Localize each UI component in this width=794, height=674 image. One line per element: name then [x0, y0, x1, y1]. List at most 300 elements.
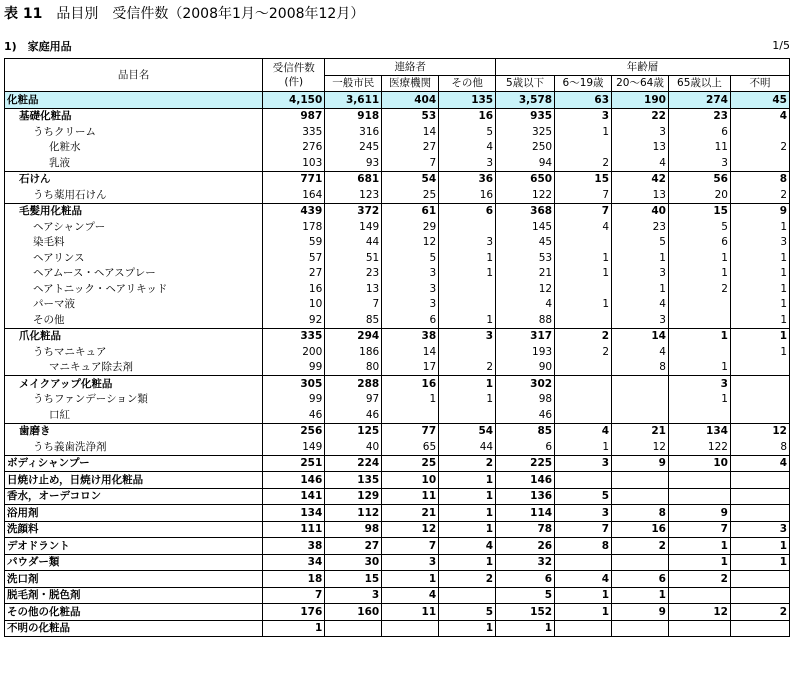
item-name-cell: 洗顔料: [5, 521, 263, 538]
value-cell: [612, 407, 669, 423]
value-cell: 99: [263, 360, 325, 376]
value-cell: 3,578: [496, 92, 555, 109]
header-contact-group: 連絡者: [325, 59, 496, 76]
value-cell: 7: [555, 521, 612, 538]
value-cell: 57: [263, 250, 325, 266]
item-name-cell: デオドラント: [5, 538, 263, 555]
value-cell: 288: [325, 376, 382, 392]
value-cell: 44: [439, 439, 496, 455]
value-cell: [668, 407, 730, 423]
value-cell: 16: [612, 521, 669, 538]
table-row: [5, 392, 790, 408]
value-cell: 141: [263, 488, 325, 505]
value-cell: 21: [612, 423, 669, 439]
value-cell: 1: [555, 439, 612, 455]
value-cell: 4: [555, 219, 612, 235]
table-row: [5, 360, 790, 376]
value-cell: [668, 472, 730, 489]
value-cell: 26: [496, 538, 555, 555]
value-cell: 59: [263, 235, 325, 251]
value-cell: [555, 554, 612, 571]
value-cell: [612, 554, 669, 571]
value-cell: 122: [668, 439, 730, 455]
value-cell: 21: [382, 505, 439, 522]
value-cell: 88: [496, 312, 555, 328]
value-cell: 335: [263, 328, 325, 344]
table-row: [5, 455, 790, 472]
value-cell: 186: [325, 344, 382, 360]
value-cell: 305: [263, 376, 325, 392]
value-cell: 190: [612, 92, 669, 109]
value-cell: 29: [382, 219, 439, 235]
value-cell: [439, 281, 496, 297]
value-cell: 4,150: [263, 92, 325, 109]
value-cell: 10: [263, 297, 325, 313]
value-cell: 1: [382, 571, 439, 588]
value-cell: 2: [439, 571, 496, 588]
value-cell: 2: [668, 281, 730, 297]
value-cell: 9: [668, 505, 730, 522]
value-cell: 1: [439, 554, 496, 571]
value-cell: 4: [439, 140, 496, 156]
value-cell: 325: [496, 124, 555, 140]
item-name-cell: その他: [5, 312, 263, 328]
value-cell: 30: [325, 554, 382, 571]
value-cell: 335: [263, 124, 325, 140]
value-cell: [730, 360, 789, 376]
value-cell: 4: [730, 455, 789, 472]
value-cell: [668, 587, 730, 604]
value-cell: 4: [555, 423, 612, 439]
item-name-cell: ヘアシャンプー: [5, 219, 263, 235]
value-cell: 145: [496, 219, 555, 235]
value-cell: 7: [382, 155, 439, 171]
value-cell: [612, 376, 669, 392]
value-cell: 112: [325, 505, 382, 522]
header-age-20-64: 20～64歳: [612, 75, 669, 92]
value-cell: 98: [325, 521, 382, 538]
value-cell: 14: [612, 328, 669, 344]
value-cell: 12: [382, 521, 439, 538]
value-cell: 40: [325, 439, 382, 455]
item-name-cell: 基礎化粧品: [5, 108, 263, 124]
value-cell: 23: [612, 219, 669, 235]
header-age-group: 年齢層: [496, 59, 790, 76]
item-name-cell: ボディシャンプー: [5, 455, 263, 472]
value-cell: 63: [555, 92, 612, 109]
table-row: [5, 538, 790, 555]
value-cell: 9: [612, 604, 669, 621]
value-cell: 135: [325, 472, 382, 489]
value-cell: 77: [382, 423, 439, 439]
value-cell: [730, 571, 789, 588]
table-row: [5, 505, 790, 522]
value-cell: [555, 360, 612, 376]
value-cell: 2: [439, 455, 496, 472]
value-cell: 935: [496, 108, 555, 124]
header-item-name: 品目名: [5, 59, 263, 92]
value-cell: 3: [730, 521, 789, 538]
value-cell: 13: [325, 281, 382, 297]
value-cell: [555, 376, 612, 392]
value-cell: 245: [325, 140, 382, 156]
value-cell: 11: [382, 604, 439, 621]
value-cell: 27: [382, 140, 439, 156]
value-cell: 3: [555, 108, 612, 124]
value-cell: 3,611: [325, 92, 382, 109]
value-cell: 176: [263, 604, 325, 621]
value-cell: [730, 587, 789, 604]
value-cell: 178: [263, 219, 325, 235]
table-row: [5, 281, 790, 297]
value-cell: 1: [496, 620, 555, 637]
table-row: [5, 472, 790, 489]
value-cell: 23: [325, 266, 382, 282]
value-cell: 2: [668, 571, 730, 588]
value-cell: 1: [730, 344, 789, 360]
value-cell: 8: [555, 538, 612, 555]
value-cell: 98: [496, 392, 555, 408]
value-cell: 22: [612, 108, 669, 124]
value-cell: [555, 472, 612, 489]
value-cell: [439, 297, 496, 313]
value-cell: 404: [382, 92, 439, 109]
value-cell: 135: [439, 92, 496, 109]
item-name-cell: うち薬用石けん: [5, 187, 263, 203]
value-cell: 256: [263, 423, 325, 439]
value-cell: 44: [325, 235, 382, 251]
value-cell: 61: [382, 203, 439, 219]
table-row: [5, 219, 790, 235]
value-cell: 93: [325, 155, 382, 171]
value-cell: 32: [496, 554, 555, 571]
value-cell: 1: [668, 538, 730, 555]
value-cell: 1: [439, 312, 496, 328]
value-cell: 1: [668, 554, 730, 571]
item-name-cell: ヘアトニック・ヘアリキッド: [5, 281, 263, 297]
value-cell: 3: [555, 455, 612, 472]
value-cell: [555, 140, 612, 156]
value-cell: 2: [555, 328, 612, 344]
value-cell: 5: [668, 219, 730, 235]
header-contact-medical: 医療機関: [382, 75, 439, 92]
value-cell: 13: [612, 140, 669, 156]
value-cell: 4: [382, 587, 439, 604]
table-row: [5, 439, 790, 455]
table-row: [5, 312, 790, 328]
value-cell: 6: [668, 235, 730, 251]
value-cell: 15: [668, 203, 730, 219]
value-cell: 46: [263, 407, 325, 423]
value-cell: 3: [439, 155, 496, 171]
value-cell: 5: [555, 488, 612, 505]
value-cell: 80: [325, 360, 382, 376]
value-cell: 8: [612, 360, 669, 376]
item-name-cell: 乳液: [5, 155, 263, 171]
value-cell: 16: [263, 281, 325, 297]
table-row: [5, 521, 790, 538]
value-cell: [730, 376, 789, 392]
value-cell: 146: [263, 472, 325, 489]
value-cell: [612, 392, 669, 408]
value-cell: 1: [730, 554, 789, 571]
table-subtitle: 品目別 受信件数（2008年1月～2008年12月）: [56, 6, 365, 22]
header-received-label: 受信件数: [272, 62, 315, 74]
value-cell: [730, 124, 789, 140]
item-name-cell: 口紅: [5, 407, 263, 423]
value-cell: [612, 620, 669, 637]
value-cell: 3: [382, 266, 439, 282]
value-cell: 1: [668, 392, 730, 408]
value-cell: 65: [382, 439, 439, 455]
value-cell: 1: [439, 505, 496, 522]
item-name-cell: 化粧品: [5, 92, 263, 109]
value-cell: 6: [496, 439, 555, 455]
item-name-cell: 毛髪用化粧品: [5, 203, 263, 219]
value-cell: 3: [439, 235, 496, 251]
value-cell: [555, 281, 612, 297]
value-cell: 1: [555, 124, 612, 140]
value-cell: 4: [612, 155, 669, 171]
value-cell: 8: [730, 439, 789, 455]
value-cell: 53: [382, 108, 439, 124]
value-cell: 4: [496, 297, 555, 313]
value-cell: 14: [382, 124, 439, 140]
value-cell: 1: [730, 328, 789, 344]
value-cell: 2: [730, 604, 789, 621]
value-cell: 1: [439, 521, 496, 538]
value-cell: 54: [439, 423, 496, 439]
value-cell: 4: [555, 571, 612, 588]
value-cell: 13: [612, 187, 669, 203]
value-cell: [730, 392, 789, 408]
header-age-0-5: 5歳以下: [496, 75, 555, 92]
value-cell: 8: [612, 505, 669, 522]
item-name-cell: 洗口剤: [5, 571, 263, 588]
value-cell: 1: [439, 620, 496, 637]
value-cell: 78: [496, 521, 555, 538]
value-cell: 25: [382, 455, 439, 472]
value-cell: 1: [555, 297, 612, 313]
table-row: [5, 423, 790, 439]
value-cell: 5: [439, 124, 496, 140]
value-cell: 368: [496, 203, 555, 219]
table-row: [5, 488, 790, 505]
value-cell: 4: [439, 538, 496, 555]
item-name-cell: 脱毛剤・脱色剤: [5, 587, 263, 604]
value-cell: 18: [263, 571, 325, 588]
value-cell: 1: [439, 376, 496, 392]
value-cell: 111: [263, 521, 325, 538]
value-cell: 5: [612, 235, 669, 251]
value-cell: 7: [555, 187, 612, 203]
value-cell: 6: [668, 124, 730, 140]
value-cell: 152: [496, 604, 555, 621]
value-cell: 85: [496, 423, 555, 439]
header-age-6-19: 6～19歳: [555, 75, 612, 92]
value-cell: [730, 407, 789, 423]
item-name-cell: うちクリーム: [5, 124, 263, 140]
value-cell: 1: [612, 250, 669, 266]
value-cell: 16: [439, 108, 496, 124]
item-name-cell: 香水，オーデコロン: [5, 488, 263, 505]
value-cell: [668, 488, 730, 505]
value-cell: 1: [555, 250, 612, 266]
value-cell: 46: [325, 407, 382, 423]
value-cell: 6: [496, 571, 555, 588]
value-cell: 1: [668, 360, 730, 376]
value-cell: [668, 344, 730, 360]
header-received-unit: (件): [284, 76, 304, 88]
value-cell: 918: [325, 108, 382, 124]
value-cell: 54: [382, 171, 439, 187]
value-cell: 164: [263, 187, 325, 203]
value-cell: 103: [263, 155, 325, 171]
table-row: [5, 108, 790, 124]
value-cell: [439, 344, 496, 360]
value-cell: 1: [668, 266, 730, 282]
value-cell: 125: [325, 423, 382, 439]
value-cell: 114: [496, 505, 555, 522]
value-cell: 34: [263, 554, 325, 571]
value-cell: 6: [612, 571, 669, 588]
item-name-cell: ヘアムース・ヘアスプレー: [5, 266, 263, 282]
value-cell: 987: [263, 108, 325, 124]
table-number: 表 11: [4, 6, 43, 22]
item-name-cell: 不明の化粧品: [5, 620, 263, 637]
item-name-cell: うちファンデーション類: [5, 392, 263, 408]
value-cell: 3: [439, 328, 496, 344]
value-cell: 45: [730, 92, 789, 109]
value-cell: 650: [496, 171, 555, 187]
value-cell: [555, 620, 612, 637]
value-cell: 12: [612, 439, 669, 455]
table-row: [5, 571, 790, 588]
item-name-cell: パーマ液: [5, 297, 263, 313]
value-cell: 1: [263, 620, 325, 637]
value-cell: 25: [382, 187, 439, 203]
value-cell: 20: [668, 187, 730, 203]
table-row: [5, 266, 790, 282]
value-cell: 5: [382, 250, 439, 266]
value-cell: 3: [612, 124, 669, 140]
value-cell: 8: [730, 171, 789, 187]
item-name-cell: 日焼け止め，日焼け用化粧品: [5, 472, 263, 489]
value-cell: 316: [325, 124, 382, 140]
value-cell: 27: [325, 538, 382, 555]
value-cell: 200: [263, 344, 325, 360]
value-cell: 149: [325, 219, 382, 235]
value-cell: 16: [439, 187, 496, 203]
value-cell: [730, 505, 789, 522]
value-cell: 9: [612, 455, 669, 472]
value-cell: [439, 219, 496, 235]
value-cell: 3: [555, 505, 612, 522]
value-cell: 2: [612, 538, 669, 555]
header-age-unknown: 不明: [730, 75, 789, 92]
value-cell: 97: [325, 392, 382, 408]
value-cell: 1: [668, 250, 730, 266]
value-cell: 23: [668, 108, 730, 124]
value-cell: 11: [382, 488, 439, 505]
value-cell: 16: [382, 376, 439, 392]
value-cell: 21: [496, 266, 555, 282]
item-name-cell: 爪化粧品: [5, 328, 263, 344]
value-cell: 1: [555, 587, 612, 604]
value-cell: 681: [325, 171, 382, 187]
value-cell: 3: [382, 297, 439, 313]
value-cell: [730, 472, 789, 489]
value-cell: 2: [555, 344, 612, 360]
value-cell: [439, 407, 496, 423]
item-name-cell: うちマニキュア: [5, 344, 263, 360]
value-cell: 372: [325, 203, 382, 219]
value-cell: 1: [382, 392, 439, 408]
table-row: [5, 604, 790, 621]
value-cell: 274: [668, 92, 730, 109]
value-cell: 7: [382, 538, 439, 555]
value-cell: 3: [668, 155, 730, 171]
value-cell: 149: [263, 439, 325, 455]
value-cell: 42: [612, 171, 669, 187]
value-cell: [555, 235, 612, 251]
value-cell: 294: [325, 328, 382, 344]
value-cell: [612, 472, 669, 489]
value-cell: 99: [263, 392, 325, 408]
item-name-cell: 染毛料: [5, 235, 263, 251]
table-row: [5, 297, 790, 313]
value-cell: 51: [325, 250, 382, 266]
table-row: [5, 587, 790, 604]
value-cell: 4: [730, 108, 789, 124]
value-cell: 7: [263, 587, 325, 604]
value-cell: 160: [325, 604, 382, 621]
value-cell: 2: [439, 360, 496, 376]
value-cell: 40: [612, 203, 669, 219]
value-cell: 134: [668, 423, 730, 439]
table-row: [5, 250, 790, 266]
value-cell: 5: [496, 587, 555, 604]
value-cell: 2: [555, 155, 612, 171]
page-number: 1/5: [772, 39, 790, 52]
value-cell: [668, 297, 730, 313]
value-cell: 224: [325, 455, 382, 472]
value-cell: 85: [325, 312, 382, 328]
value-cell: [382, 407, 439, 423]
table-row: [5, 235, 790, 251]
value-cell: 17: [382, 360, 439, 376]
item-name-cell: その他の化粧品: [5, 604, 263, 621]
value-cell: 94: [496, 155, 555, 171]
value-cell: 15: [555, 171, 612, 187]
value-cell: 146: [496, 472, 555, 489]
value-cell: 3: [730, 235, 789, 251]
value-cell: 193: [496, 344, 555, 360]
value-cell: 439: [263, 203, 325, 219]
value-cell: 45: [496, 235, 555, 251]
value-cell: 134: [263, 505, 325, 522]
value-cell: 6: [439, 203, 496, 219]
item-name-cell: 浴用剤: [5, 505, 263, 522]
table-row: [5, 155, 790, 171]
value-cell: 36: [439, 171, 496, 187]
data-table: [4, 58, 790, 637]
value-cell: 771: [263, 171, 325, 187]
item-name-cell: 歯磨き: [5, 423, 263, 439]
value-cell: 12: [382, 235, 439, 251]
value-cell: 1: [555, 604, 612, 621]
table-row: [5, 92, 790, 109]
